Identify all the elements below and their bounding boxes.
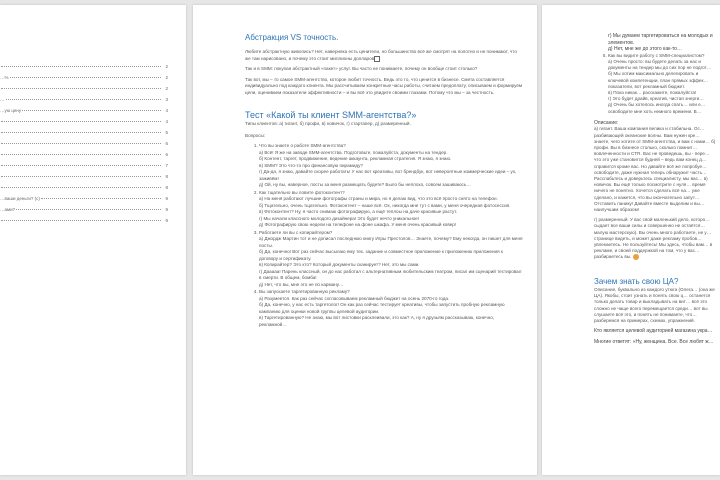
toc-leader-dots	[10, 77, 161, 78]
document-page-1	[0, 5, 186, 475]
client-types: Типы клиентов: а) гигант, б) профи, в) новичок, г) стартапер, д) размеренный.	[245, 121, 411, 127]
answer-option: а) Очень просто: вы будете делать за нас и документы на тендер мы до сих пор не подгот…	[608, 58, 712, 71]
answer-option: г) Дааааа! Парень классный, он до нас работал с альтернативным любительским театром, писал им сценарий тестировал в смерти. В общем, бомба!	[259, 268, 522, 281]
answer-option: б) Мы хотим максимально делегировать и ключевой компетенции, план прямых эффек… показатели, вот рекламный бюджет.	[608, 71, 709, 89]
answer-option: г) Да-да, я знаю, давайте скорее работать! У нас вот креативы, вот брендбук, вот невероятные коммерческие идеи – ух, заживём!	[259, 169, 517, 181]
toc-entry[interactable]	[0, 146, 168, 157]
toc-page-number: 9	[165, 207, 168, 212]
answer-option: д) Фотографирую свою недели на телефоне на фоне шкафа. У меня очень красивый ковер!	[259, 222, 457, 228]
document-page-2	[193, 5, 537, 475]
heading-abstraction-vs-precision: Абстракция VS точность.	[245, 33, 339, 42]
toc-leader-dots	[1, 154, 161, 155]
page-3-content	[594, 33, 716, 349]
toc-entry-title: …ами?	[0, 207, 16, 212]
toc-leader-dots	[6, 99, 162, 100]
smiley-emoji-icon	[633, 254, 639, 260]
toc-leader-dots	[16, 209, 161, 210]
toc-leader-dots	[1, 132, 161, 133]
answer-option: д) Нет, что вы, мне это не по карману…	[259, 281, 344, 287]
toc-page-number: 7	[165, 163, 168, 168]
questions-list	[245, 143, 523, 328]
answer-option: в) SMM? Это что-то про финансовую пирамиду?	[259, 162, 363, 168]
toc-entry[interactable]	[0, 135, 168, 146]
toc-leader-dots	[1, 176, 161, 177]
toc-page-number: 2	[165, 75, 168, 80]
toc-page-number: 2	[165, 64, 168, 69]
toc-leader-dots	[1, 66, 161, 67]
paragraph: Так и в SMM: покупая абстрактный «пакет» услуг. Вы часто не понимаете, почему он вообще стоит столько?	[245, 66, 478, 72]
toc-leader-dots	[1, 165, 161, 166]
answer-option: а) Джордж Мартин тот и не дописал последнюю книгу Игры Престолов… Знаете, почему? Ему некогда, он пишет для меня посты.	[259, 236, 523, 248]
answer-option: д) Ой, ну вы, наверное, посты за меня размещать будете? Было бы неплохо, совсем зашиваюсь…	[259, 182, 471, 188]
toc-entry[interactable]	[0, 168, 168, 179]
paragraph: Так вот, мы – то самое SMM-агентство, которое любит точность. Ведь это то, что ценится в бизнесе. Смета составляется индивидуально под каждого клиента. Мы рассчитываем конкретные часы работы, считаем предоплату, описываем и формируем цели, оцениваем показатели эффективности – и вы всё это увидите своими глазами. Потому что мы – за честность.	[245, 76, 523, 95]
toc-leader-dots	[22, 110, 161, 111]
question-item	[259, 190, 523, 229]
questions-list-continued	[594, 53, 716, 115]
paragraph: Любите абстрактную живопись? Нет, наверняка есть ценители, но большинство всё же смотрят на полотно и не понимают, что же там нарисовано, и почему это стоит миллионы долларов	[245, 49, 517, 61]
toc-entry-title: …ваши деньги? (с)	[0, 196, 40, 201]
heading-client-test: Тест «Какой ты клиент SMM-агентства?»	[245, 110, 417, 121]
toc-page-number: 6	[165, 152, 168, 157]
answer-option: б) Да, конечно, у нас есть таргетолог! Он как раз сейчас тестирует креативы, чтобы запустить пробную рекламную кампанию для оценки новой группы целевой аудитории.	[259, 302, 505, 314]
answer-option: б) Контент, таргет, продвижение, ведение аккаунта, рекламная стратегия. Я знаю, я знаю.	[259, 156, 452, 162]
paragraph: Многие ответят: «Ну, женщина. Все. Все любят ж…	[594, 338, 714, 345]
toc-leader-dots	[41, 198, 161, 199]
toc-entry-title: …ую цену	[0, 108, 22, 113]
emoji-placeholder-icon	[374, 56, 380, 62]
toc-entry[interactable]	[0, 124, 168, 135]
question-text: 4. Вы запускаете таргетированную рекламу?	[259, 289, 350, 295]
answer-option: а) Всё! Я же на заводе SMM-агентства. Подготовьте, пожалуйста, документы на тендер.	[259, 149, 448, 155]
answer-option: в) Таргетированную? Не знаю, мы вот листовки расклеивали, это как? А, ну я друзьям рассказываю, конечно, рекламной…	[259, 315, 495, 327]
question-item	[259, 230, 523, 289]
description-text-2: г) размеренный. У вас свой маленький дело, которо… сыдает все ваши силы и совершенно не остаётся… малую мастерскую). Вы очень много работаете, не у… странице видеть, и может даже рекламу пробов… увлекаетесь. Не пользуйтесь! Мы здесь, чтобы вам… в рекламе, и своей поддержкой на том, что у вас… разбираетесь вы.	[594, 217, 713, 260]
toc-page-number: 8	[165, 185, 168, 190]
toc-leader-dots	[1, 220, 161, 221]
toc-entry[interactable]	[0, 58, 168, 69]
answer-line: д) Нет, мне же до этого как-то…	[608, 46, 682, 53]
toc-leader-dots	[1, 187, 161, 188]
table-of-contents	[0, 58, 168, 223]
paragraph: Описание, буквально из каждого утюга (Олега… (она же ЦА). Якобы, стоит узнать и понять свою ц… останется только делать товар и выкладывать на вит… всё это сложно не чаще всего перемещается среди… вот вы слушаете всё это, и понять не понимаете, что… разберемся на примерах, схемах, упражнений.	[594, 286, 715, 323]
toc-page-number: 9	[165, 196, 168, 201]
question-text: 3. Работаете ли вы с копирайтером?	[259, 229, 333, 235]
toc-page-number: 3	[165, 97, 168, 102]
toc-entry[interactable]	[0, 179, 168, 190]
question-item	[259, 143, 523, 189]
toc-entry[interactable]	[0, 113, 168, 124]
toc-entry-title: …%	[0, 75, 9, 80]
page-2-content	[245, 33, 523, 329]
toc-page-number: 5	[165, 130, 168, 135]
toc-leader-dots	[1, 143, 161, 144]
answer-option: в) Пока никак… расскажите, пожалуйста!	[608, 90, 697, 95]
toc-entry[interactable]	[0, 190, 168, 201]
document-page-3	[542, 5, 720, 475]
description-text: а) гигант. Ваша компания велика и стабильна. Ос… разбивающей океанские волны. Вам нужен кре… знаете, чего хотите от SMM-агентства, и вам с нами… б) профи. Вы в бизнесе столько, сколько помнит… вовлеченности и CTR. Вас не проведешь, вы - пере… что это уже становится будней – ведь вам конец д… справится кроме вас. Но давайте всё же попробуе… освободите, даже нужная теперь обнаружит часть… Расслабьтесь и доверьтесь специалисту, мы вас… в) новичок. Вы ещё только посмотрите с нуля… время ничего не понятно. Хочется сделать всё на… уже сделано, и кажется, что вы окончательно запут… Отставить панику! Давайте вместе выделим и вы… наилучшим образом!	[594, 126, 716, 213]
answer-option: г) Мы начали классного молодого дизайнера! Это будет нечто уникальное!	[259, 215, 420, 221]
toc-page-number: 6	[165, 141, 168, 146]
question-item	[608, 53, 716, 115]
toc-leader-dots	[1, 88, 161, 89]
questions-label: Вопросы:	[245, 132, 266, 138]
answer-line: г) Мы думаем таргетироваться на молодых и элементов.	[608, 33, 713, 46]
question-text: 2. Как тщательно вы ловите фотоконтент?	[259, 189, 345, 195]
toc-entry-title: …	[0, 97, 5, 102]
answer-option: в) Фотоконтент? Ну, я часто снимаю фотографирую, а ещё теплоы на даче красивые растут.	[259, 209, 458, 215]
toc-entry[interactable]	[0, 69, 168, 80]
toc-page-number: 2	[165, 86, 168, 91]
toc-entry[interactable]	[0, 212, 168, 223]
heading-why-know-audience: Зачем знать свою ЦА?	[594, 276, 679, 286]
toc-page-number: 8	[165, 174, 168, 179]
answer-option: г) Это будет драйв, креатив, чистая энерги…	[608, 96, 704, 102]
toc-entry[interactable]	[0, 91, 168, 102]
toc-leader-dots	[1, 121, 161, 122]
toc-entry[interactable]	[0, 201, 168, 212]
answer-option: а) Разумеется. Как раз сейчас согласовываем рекламный бюджет на осень 2070-го года.	[259, 295, 450, 301]
answer-option: б) Да, конечно! Вот раз сейчас высылаю ему тех. задание и совместное приложение к приложению приложения к договору и сертификату.	[259, 249, 503, 261]
description-label: Описание:	[594, 119, 619, 126]
toc-page-number: 4	[165, 119, 168, 124]
toc-entry[interactable]	[0, 80, 168, 91]
answer-option: а) На меня работают лучшие фотографы страны и мира, но я делаю вид, что это всё просто снято на телефон.	[259, 196, 498, 202]
toc-entry[interactable]	[0, 102, 168, 113]
question-text: 5. Как вы видите работу с SMM-специалистом?	[608, 52, 705, 58]
toc-page-number: 9	[165, 218, 168, 223]
question-text: 1. Что вы знаете о работе SMM-агентства?	[259, 143, 346, 149]
paragraph: Кто является целевой аудиторией магазина укра…	[594, 328, 713, 335]
answer-option: д) Очень бы хотелось иногда спать… или е… освободите мне хоть немного времени. В…	[608, 102, 706, 114]
toc-entry[interactable]	[0, 157, 168, 168]
toc-page-number: 4	[165, 108, 168, 113]
answer-option: б) Тщательно, очень тщательно. Фотоконтент – наше всё. Ох, никогда мне тут с вами, у меня очередная фотосессия.	[259, 202, 511, 208]
question-item	[259, 289, 523, 328]
answer-option: в) Копирайтер? Это кто? Который документы сканирует? Нет, это мы сами.	[259, 262, 420, 268]
